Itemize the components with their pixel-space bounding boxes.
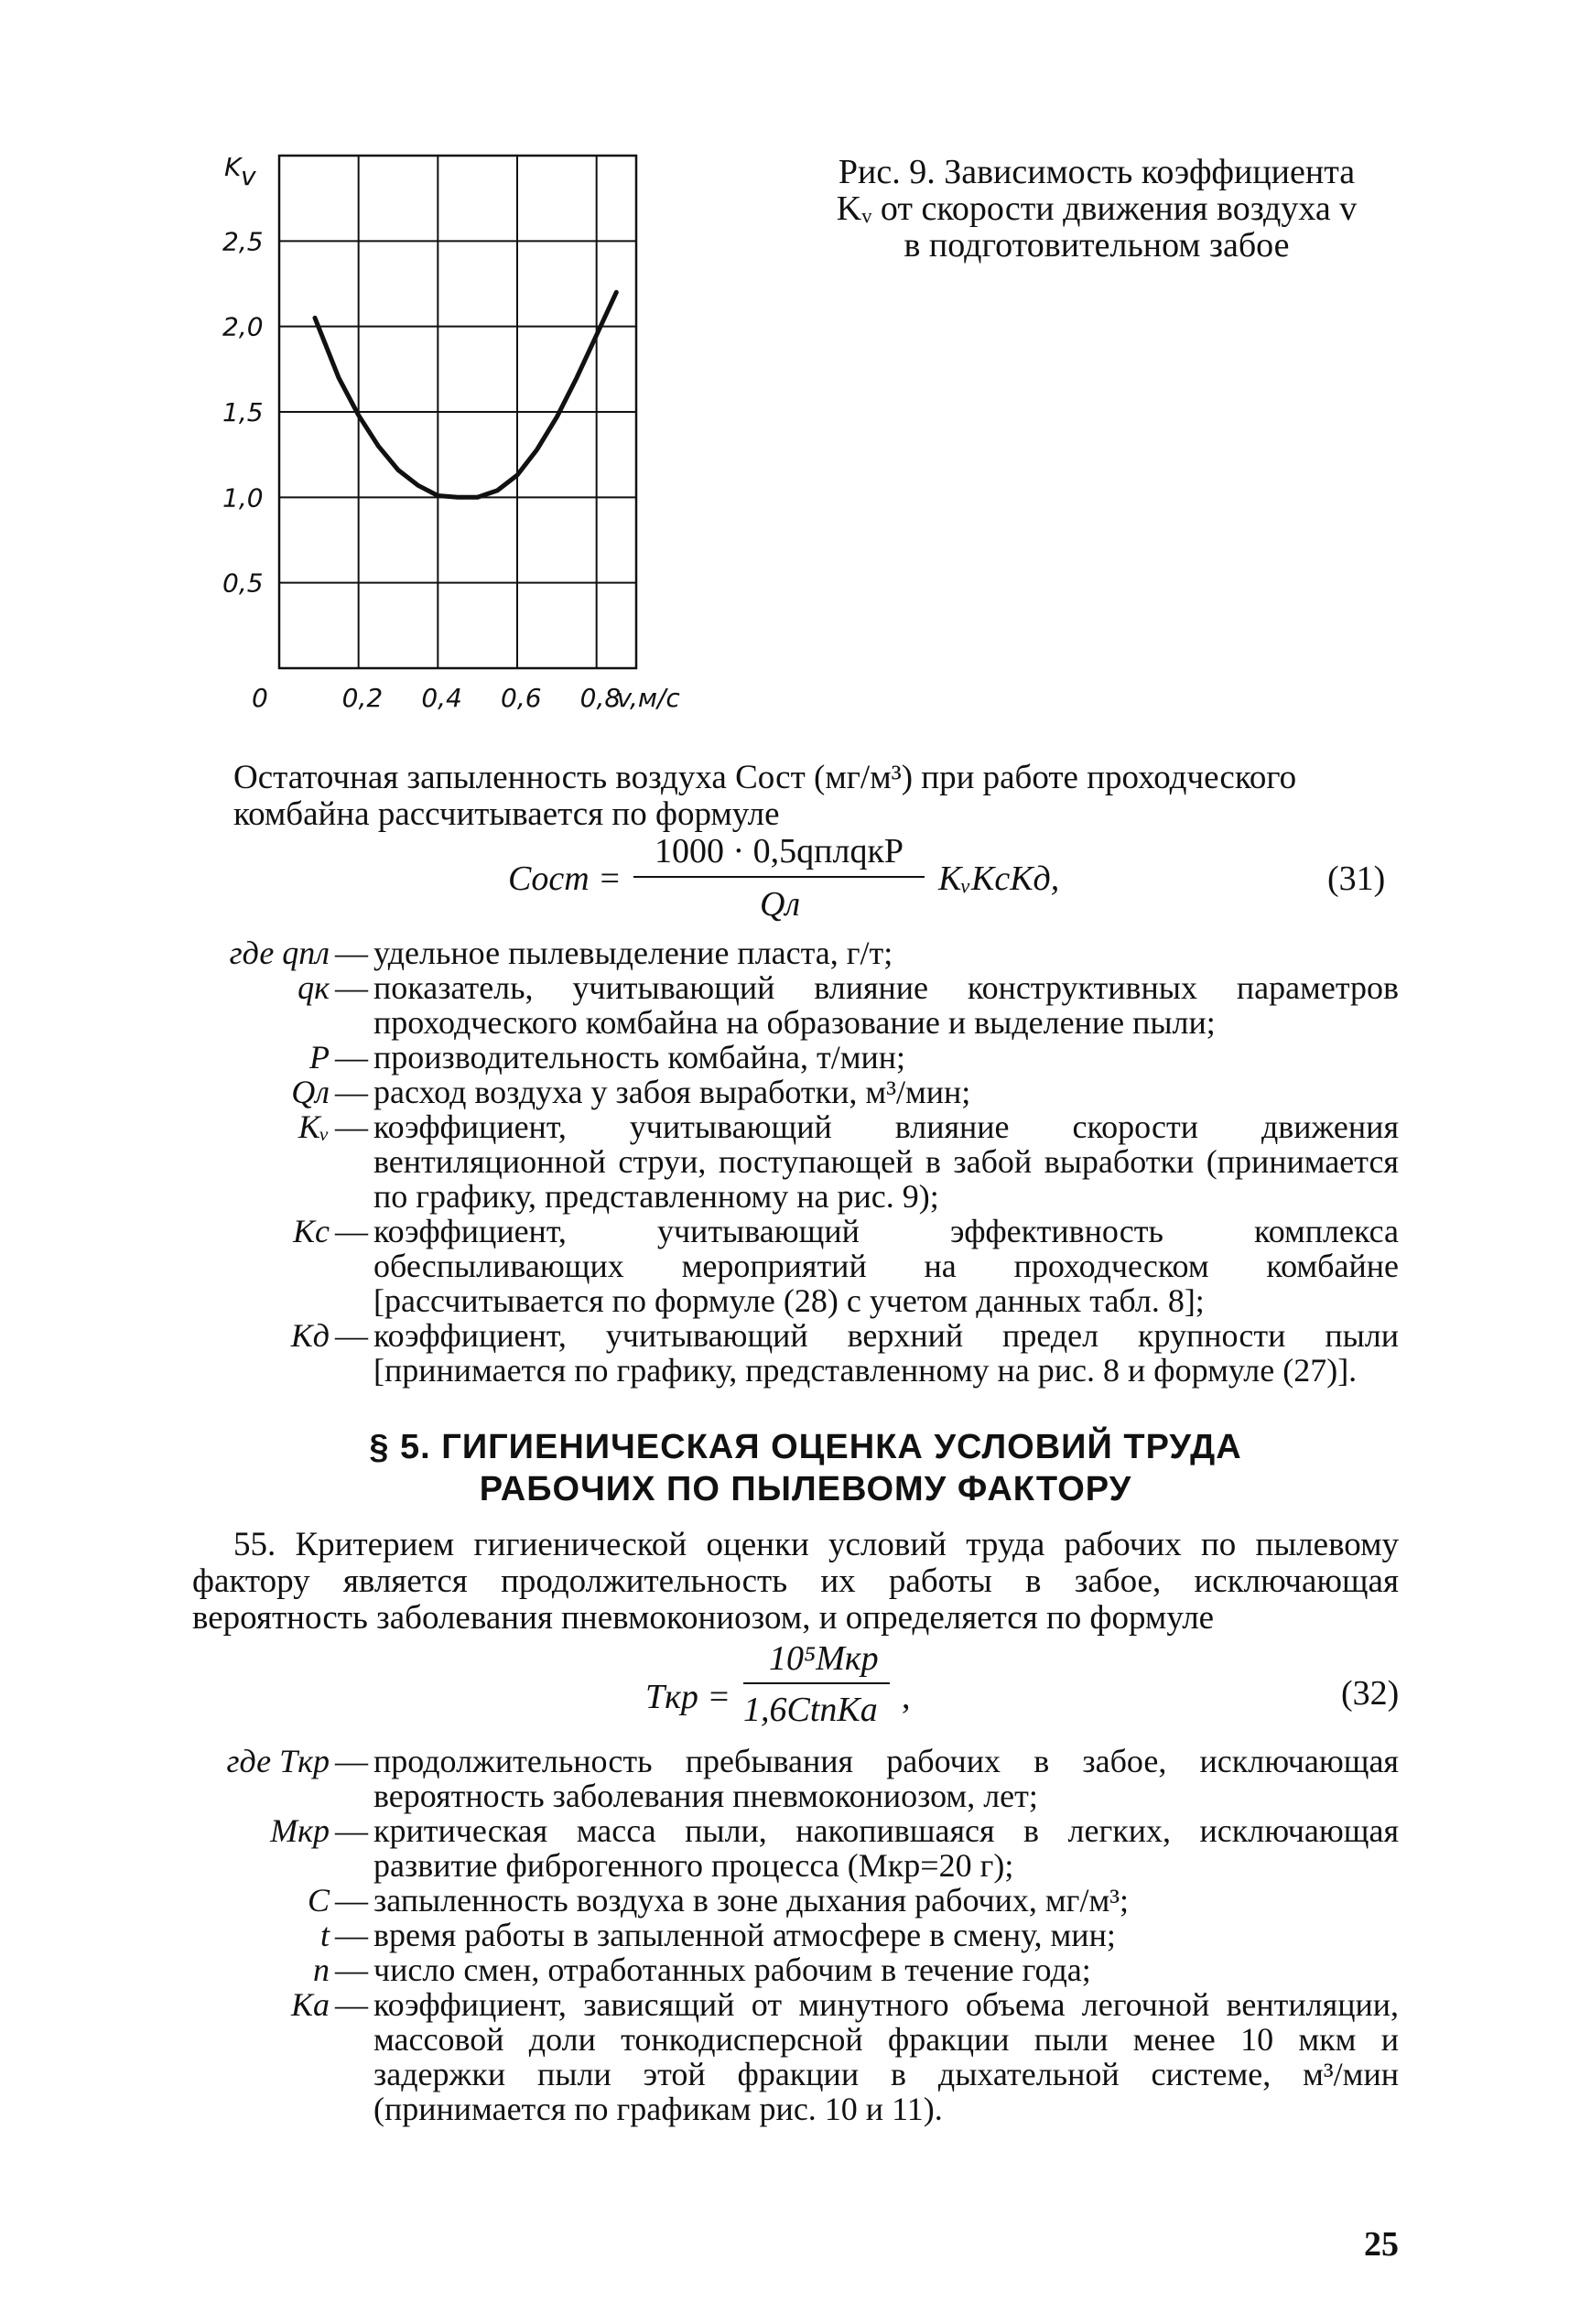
def-dash: — <box>335 935 368 971</box>
def-31-row <box>192 1040 1399 1075</box>
paragraph-55: 55. Критерием гигиенической оценки условий труда рабочих по пылевому фактору является продолжительность их работы в забое, исключающая вероятность заболевания пневмокониозом, и определяется по формуле <box>192 1526 1399 1637</box>
def-31-text: коэффициент, учитывающий эффективность комплекса обеспыливающих мероприятий на проходческом комбайне [рассчитывается по формуле (28) с учетом данных табл. 8]; <box>373 1213 1399 1319</box>
formula-31-rhs: KᵥKсKд, <box>938 859 1060 898</box>
intro-line-2: комбайна рассчитывается по формуле <box>233 795 780 833</box>
y-tick-label: 0,5 <box>222 567 264 599</box>
def-dash: — <box>335 1074 368 1110</box>
section-heading <box>275 1426 1336 1510</box>
def-31-row <box>192 1109 1399 1214</box>
def-32-row <box>192 1952 1399 1987</box>
y-axis-label-subscript: v <box>241 161 256 191</box>
x-tick-label: 0 <box>252 683 268 713</box>
def-31-symbol: qк <box>298 969 330 1006</box>
chart-svg <box>220 146 769 732</box>
definitions-31 <box>192 935 1399 1388</box>
caption-line-1: Рис. 9. Зависимость коэффициента <box>838 153 1356 191</box>
caption-line-2: Kᵥ от скорости движения воздуха v <box>836 189 1358 228</box>
formula-31-lhs: Cост = <box>508 859 622 898</box>
kv-chart <box>220 146 769 732</box>
def-32-text: время работы в запыленной атмосфере в смену, мин; <box>373 1917 1116 1953</box>
def-31-text: коэффициент, учитывающий влияние скорости движения вентиляционной струи, поступающей в забой выработки (принимается по графику, представленному на рис. 9); <box>373 1108 1399 1215</box>
def-31-symbol: Kд <box>290 1317 330 1354</box>
y-axis-label: K <box>224 152 242 182</box>
def-31-text: коэффициент, учитывающий верхний предел крупности пыли [принимается по графику, представленному на рис. 8 и формуле (27)]. <box>373 1317 1399 1389</box>
def-31-text: расход воздуха у забоя выработки, м³/мин; <box>373 1074 971 1110</box>
def-dash: — <box>335 1317 368 1354</box>
def-31-symbol: где qпл <box>229 935 330 971</box>
x-tick-label: 0,4 <box>421 683 462 713</box>
def-32-symbol: C <box>307 1882 330 1919</box>
equation-number-31: (31) <box>1327 859 1386 898</box>
def-dash: — <box>335 969 368 1006</box>
def-32-row <box>192 1883 1399 1918</box>
formula-31-numerator: 1000 · 0,5qплqкP <box>655 832 904 870</box>
def-32-text: запыленность воздуха в зоне дыхания рабочих, мг/м³; <box>373 1882 1130 1919</box>
def-31-row <box>192 1318 1399 1388</box>
caption-line-3: в подготовительном забое <box>904 226 1290 265</box>
y-tick-label: 1,5 <box>222 397 264 427</box>
def-dash: — <box>335 1108 368 1145</box>
def-32-row <box>192 1813 1399 1883</box>
def-32-symbol: Mкр <box>270 1812 330 1849</box>
def-dash: — <box>335 1951 368 1988</box>
def-31-row <box>192 1075 1399 1109</box>
intro-paragraph <box>233 760 1391 833</box>
def-32-symbol: n <box>313 1951 330 1988</box>
def-31-text: удельное пылевыделение пласта, г/т; <box>373 935 893 971</box>
def-32-row <box>192 1987 1399 2126</box>
y-tick-label: 2,0 <box>222 311 264 342</box>
def-32-text: коэффициент, зависящий от минутного объема легочной вентиляции, массовой доли тонкодисперсной фракции пыли менее 10 мкм и задержки пыли этой фракции в дыхательной системе, м³/мин (принимается по графикам рис. 10 и 11). <box>373 1986 1399 2127</box>
def-32-text: число смен, отработанных рабочим в течение года; <box>373 1951 1091 1988</box>
def-dash: — <box>335 1986 368 2023</box>
def-31-row <box>192 935 1399 970</box>
def-32-text: критическая масса пыли, накопившаяся в легких, исключающая развитие фиброгенного процесса (Mкр=20 г); <box>373 1812 1399 1884</box>
kv-curve <box>315 292 616 497</box>
def-31-row <box>192 1214 1399 1318</box>
def-32-symbol: Kа <box>290 1986 330 2023</box>
equation-number-32: (32) <box>1341 1674 1400 1713</box>
intro-line-1: Остаточная запыленность воздуха Cост (мг/м³) при работе проходческого <box>233 759 1297 796</box>
x-tick-label: 0,6 <box>501 683 542 713</box>
section-heading-line-2: РАБОЧИХ ПО ПЫЛЕВОМУ ФАКТОРУ <box>479 1470 1132 1508</box>
def-31-symbol: Kс <box>293 1213 330 1249</box>
formula-31-fraction-bar <box>633 876 925 878</box>
formula-32-comma: , <box>902 1678 911 1716</box>
page-number: 25 <box>1364 2225 1399 2264</box>
def-32-text: продолжительность пребывания рабочих в забое, исключающая вероятность заболевания пневмокониозом, лет; <box>373 1743 1399 1814</box>
def-32-symbol: t <box>319 1917 330 1953</box>
def-31-row <box>192 970 1399 1040</box>
x-tick-label: 0,2 <box>341 683 384 713</box>
def-dash: — <box>335 1917 368 1953</box>
section-heading-line-1: § 5. ГИГИЕНИЧЕСКАЯ ОЦЕНКА УСЛОВИЙ ТРУДА <box>369 1428 1242 1466</box>
def-32-row <box>192 1744 1399 1813</box>
def-31-text: производительность комбайна, т/мин; <box>373 1039 906 1076</box>
def-dash: — <box>335 1743 368 1779</box>
x-tick-label: 0,8 <box>579 683 622 713</box>
y-tick-label: 1,0 <box>222 482 264 513</box>
formula-32-denominator: 1,6CtnKа <box>743 1691 878 1729</box>
formula-32-fraction-bar <box>743 1682 890 1684</box>
def-31-symbol: P <box>309 1039 330 1076</box>
x-axis-unit-label: v,м/с <box>616 683 680 713</box>
def-31-symbol: Kᵥ <box>298 1108 330 1145</box>
def-32-row <box>192 1918 1399 1952</box>
def-31-symbol: Qл <box>291 1074 330 1110</box>
y-tick-label: 2,5 <box>222 226 264 257</box>
definitions-32 <box>192 1744 1399 2126</box>
def-dash: — <box>335 1213 368 1249</box>
def-dash: — <box>335 1812 368 1849</box>
figure-caption <box>795 154 1399 264</box>
formula-32-numerator: 10⁵Mкр <box>769 1639 879 1678</box>
formula-31-denominator: Qл <box>760 885 801 924</box>
def-dash: — <box>335 1039 368 1076</box>
def-dash: — <box>335 1882 368 1919</box>
def-31-text: показатель, учитывающий влияние конструктивных параметров проходческого комбайна на образование и выделение пыли; <box>373 969 1399 1041</box>
def-32-symbol: где Tкр <box>226 1743 330 1779</box>
formula-32-lhs: Tкр = <box>645 1678 731 1716</box>
